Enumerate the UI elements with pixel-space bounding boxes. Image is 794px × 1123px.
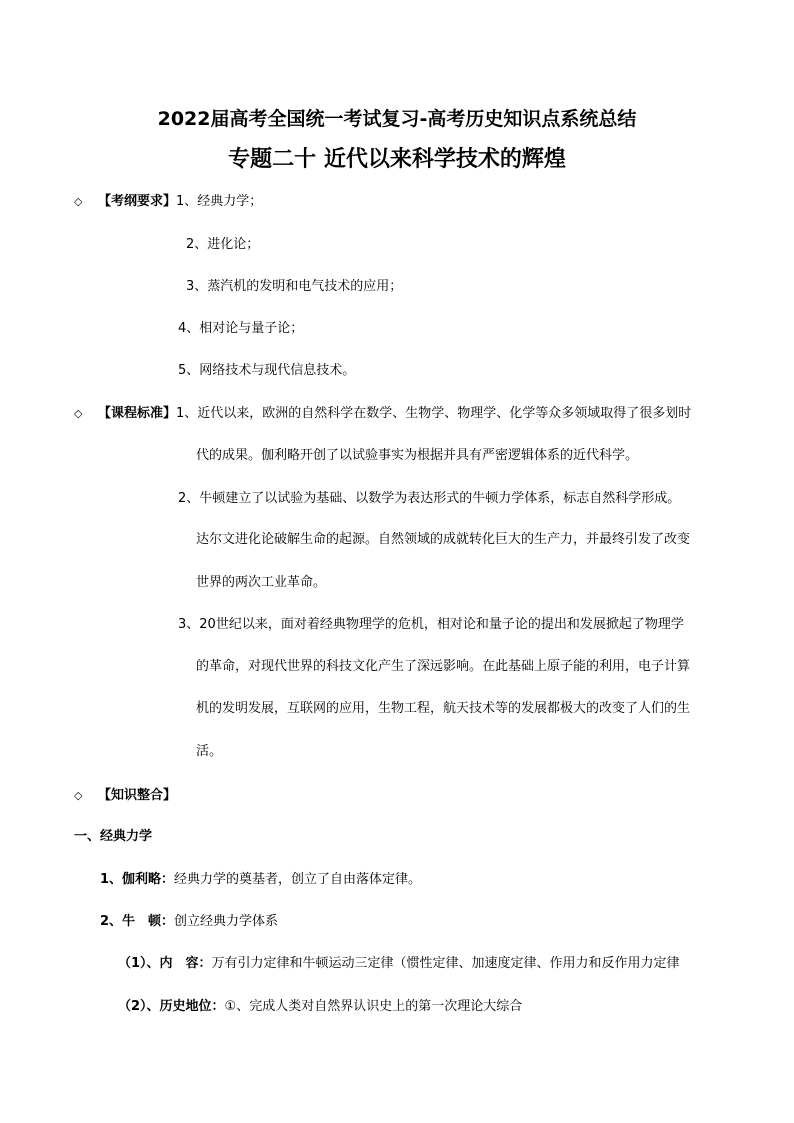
subitem-label: （2）、历史地位： bbox=[118, 999, 225, 1014]
course-standard-line: 2、牛顿建立了以试验为基础、以数学为表达形式的牛顿力学体系，标志自然科学形成。 bbox=[178, 491, 681, 506]
exam-requirement-item: 3、蒸汽机的发明和电气技术的应用； bbox=[186, 279, 403, 294]
course-standard-line: 机的发明发展，互联网的应用，生物工程，航天技术等的发展都极大的改变了人们的生 bbox=[196, 701, 691, 716]
course-standard-line: 达尔文进化论破解生命的起源。自然领域的成就转化巨大的生产力，并最终引发了改变 bbox=[196, 532, 691, 547]
diamond-bullet-icon: ◇ bbox=[74, 407, 83, 420]
diamond-bullet-icon: ◇ bbox=[74, 789, 83, 802]
item-text: 创立经典力学体系 bbox=[174, 914, 279, 929]
knowledge-subitem-content bbox=[118, 955, 680, 972]
diamond-bullet-icon: ◇ bbox=[74, 195, 83, 208]
exam-requirement-item: 4、相对论与量子论； bbox=[178, 321, 304, 336]
knowledge-label: 【知识整合】 bbox=[98, 788, 177, 803]
knowledge-item-newton bbox=[100, 913, 278, 930]
item-text: 经典力学的奠基者，创立了自由落体定律。 bbox=[174, 872, 422, 887]
course-standard-line: 代的成果。伽利略开创了以试验事实为根据并具有严密逻辑体系的近代科学。 bbox=[196, 448, 639, 463]
item-label: 1、伽利略： bbox=[100, 872, 175, 887]
knowledge-row bbox=[74, 787, 176, 804]
exam-requirement-item: 2、进化论； bbox=[186, 237, 260, 252]
subitem-text: ①、完成人类对自然界认识史上的第一次理论大综合 bbox=[224, 999, 523, 1014]
course-standards-row bbox=[74, 405, 691, 422]
course-standard-line: 的革命，对现代世界的科技文化产生了深远影响。在此基础上原子能的利用，电子计算 bbox=[196, 659, 691, 674]
section-heading: 一、经典力学 bbox=[74, 829, 153, 844]
knowledge-subitem-status bbox=[118, 998, 522, 1015]
knowledge-item-galileo bbox=[100, 871, 421, 888]
exam-requirement-item: 5、网络技术与现代信息技术。 bbox=[178, 363, 356, 378]
exam-requirements-label: 【考纲要求】 bbox=[98, 194, 177, 209]
exam-requirements-row bbox=[74, 193, 262, 210]
document-subtitle: 专题二十 近代以来科学技术的辉煌 bbox=[228, 147, 566, 172]
course-standard-line: 活。 bbox=[196, 744, 223, 759]
item-label: 2、牛 顿： bbox=[100, 914, 175, 929]
course-standard-line: 世界的两次工业革命。 bbox=[196, 575, 327, 590]
document-title: 2022届高考全国统一考试复习-高考历史知识点系统总结 bbox=[157, 108, 637, 130]
subitem-label: （1）、内 容： bbox=[118, 956, 212, 971]
course-standard-line: 3、20世纪以来，面对着经典物理学的危机，相对论和量子论的提出和发展掀起了物理学 bbox=[178, 617, 684, 632]
course-standard-line: 1、近代以来，欧洲的自然科学在数学、生物学、物理学、化学等众多领域取得了很多划时 bbox=[176, 406, 692, 421]
exam-requirement-item: 1、经典力学； bbox=[176, 194, 263, 209]
course-standards-label: 【课程标准】 bbox=[98, 406, 177, 421]
subitem-text: 万有引力定律和牛顿运动三定律（惯性定律、加速度定律、作用力和反作用力定律 bbox=[211, 956, 680, 971]
